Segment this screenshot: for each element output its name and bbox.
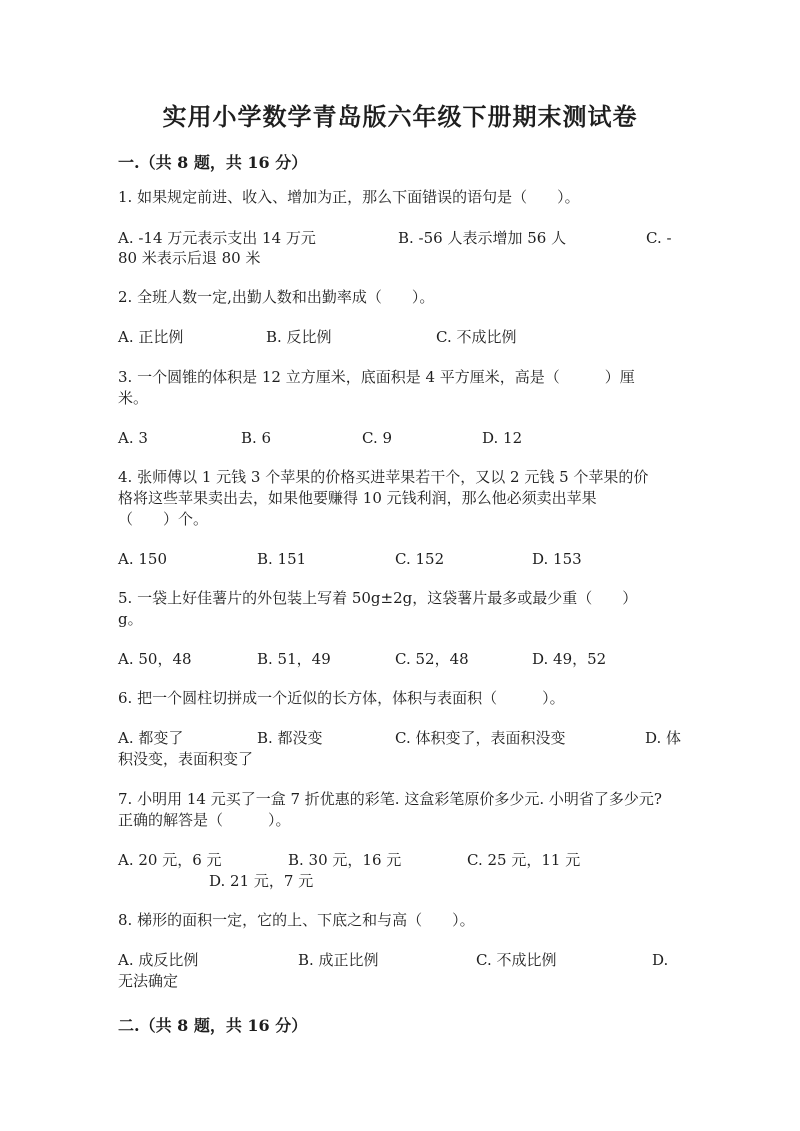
question-2-stem: 2. 全班人数一定,出勤人数和出勤率成（ ）。: [118, 288, 435, 306]
question-8-option-d: D.: [652, 951, 669, 969]
question-6-option-d: D. 体: [645, 729, 682, 747]
question-5-option-c: C. 52，48: [395, 650, 469, 668]
question-7-option-a: A. 20 元，6 元: [118, 851, 222, 869]
question-6-option-b: B. 都没变: [257, 729, 323, 747]
question-8-option-a: A. 成反比例: [118, 951, 199, 969]
question-4-option-b: B. 151: [257, 550, 307, 568]
question-5-option-a: A. 50，48: [118, 650, 192, 668]
question-4-option-d: D. 153: [532, 550, 582, 568]
question-2-option-b: B. 反比例: [266, 328, 332, 346]
question-3-option-a: A. 3: [118, 429, 148, 447]
question-8-option-d-continued: 无法确定: [118, 972, 179, 990]
page-title: 实用小学数学青岛版六年级下册期末测试卷: [162, 102, 638, 131]
question-4-option-a: A. 150: [118, 550, 167, 568]
question-8-option-c: C. 不成比例: [476, 951, 557, 969]
question-6-option-d-continued: 积没变，表面积变了: [118, 750, 254, 768]
question-7-option-d: D. 21 元，7 元: [209, 872, 314, 890]
question-3-stem: 3. 一个圆锥的体积是 12 立方厘米，底面积是 4 平方厘米，高是（ ）厘: [118, 368, 635, 386]
question-1-option-b: B. -56 人表示增加 56 人: [398, 229, 567, 247]
question-5-option-d: D. 49，52: [532, 650, 607, 668]
section-heading-1: 一.（共 8 题，共 16 分）: [118, 153, 308, 172]
question-5-stem-line-2: g。: [118, 610, 143, 628]
question-4-stem-line-3: （ ）个。: [118, 510, 209, 528]
question-7-option-b: B. 30 元，16 元: [288, 851, 402, 869]
question-1-option-c-continued: 80 米表示后退 80 米: [118, 249, 261, 267]
question-1-option-c: C. -: [646, 229, 672, 247]
question-4-option-c: C. 152: [395, 550, 445, 568]
question-2-option-c: C. 不成比例: [436, 328, 517, 346]
question-6-option-a: A. 都变了: [118, 729, 184, 747]
question-6-option-c: C. 体积变了，表面积没变: [395, 729, 566, 747]
question-2-option-a: A. 正比例: [118, 328, 184, 346]
question-5-stem: 5. 一袋上好佳薯片的外包装上写着 50g±2g，这袋薯片最多或最少重（ ）: [118, 589, 638, 607]
question-1-option-a: A. -14 万元表示支出 14 万元: [118, 229, 316, 247]
question-3-option-c: C. 9: [362, 429, 393, 447]
question-7-stem-line-2: 正确的解答是（ ）。: [118, 811, 291, 829]
section-heading-2: 二.（共 8 题，共 16 分）: [118, 1016, 308, 1035]
question-3-option-d: D. 12: [482, 429, 523, 447]
question-3-stem-line-2: 米。: [118, 389, 149, 407]
question-5-option-b: B. 51，49: [257, 650, 331, 668]
question-4-stem-line-2: 格将这些苹果卖出去，如果他要赚得 10 元钱利润，那么他必须卖出苹果: [118, 489, 597, 507]
question-8-stem: 8. 梯形的面积一定，它的上、下底之和与高（ ）。: [118, 911, 475, 929]
question-6-stem: 6. 把一个圆柱切拼成一个近似的长方体，体积与表面积（ ）。: [118, 689, 565, 707]
question-3-option-b: B. 6: [241, 429, 272, 447]
question-7-option-c: C. 25 元，11 元: [467, 851, 581, 869]
question-4-stem: 4. 张师傅以 1 元钱 3 个苹果的价格买进苹果若干个，又以 2 元钱 5 个苹果的价: [118, 468, 649, 486]
question-7-stem: 7. 小明用 14 元买了一盒 7 折优惠的彩笔. 这盒彩笔原价多少元. 小明省了多少元?: [118, 790, 662, 808]
question-1-stem: 1. 如果规定前进、收入、增加为正，那么下面错误的语句是（ ）。: [118, 188, 580, 206]
question-8-option-b: B. 成正比例: [298, 951, 379, 969]
